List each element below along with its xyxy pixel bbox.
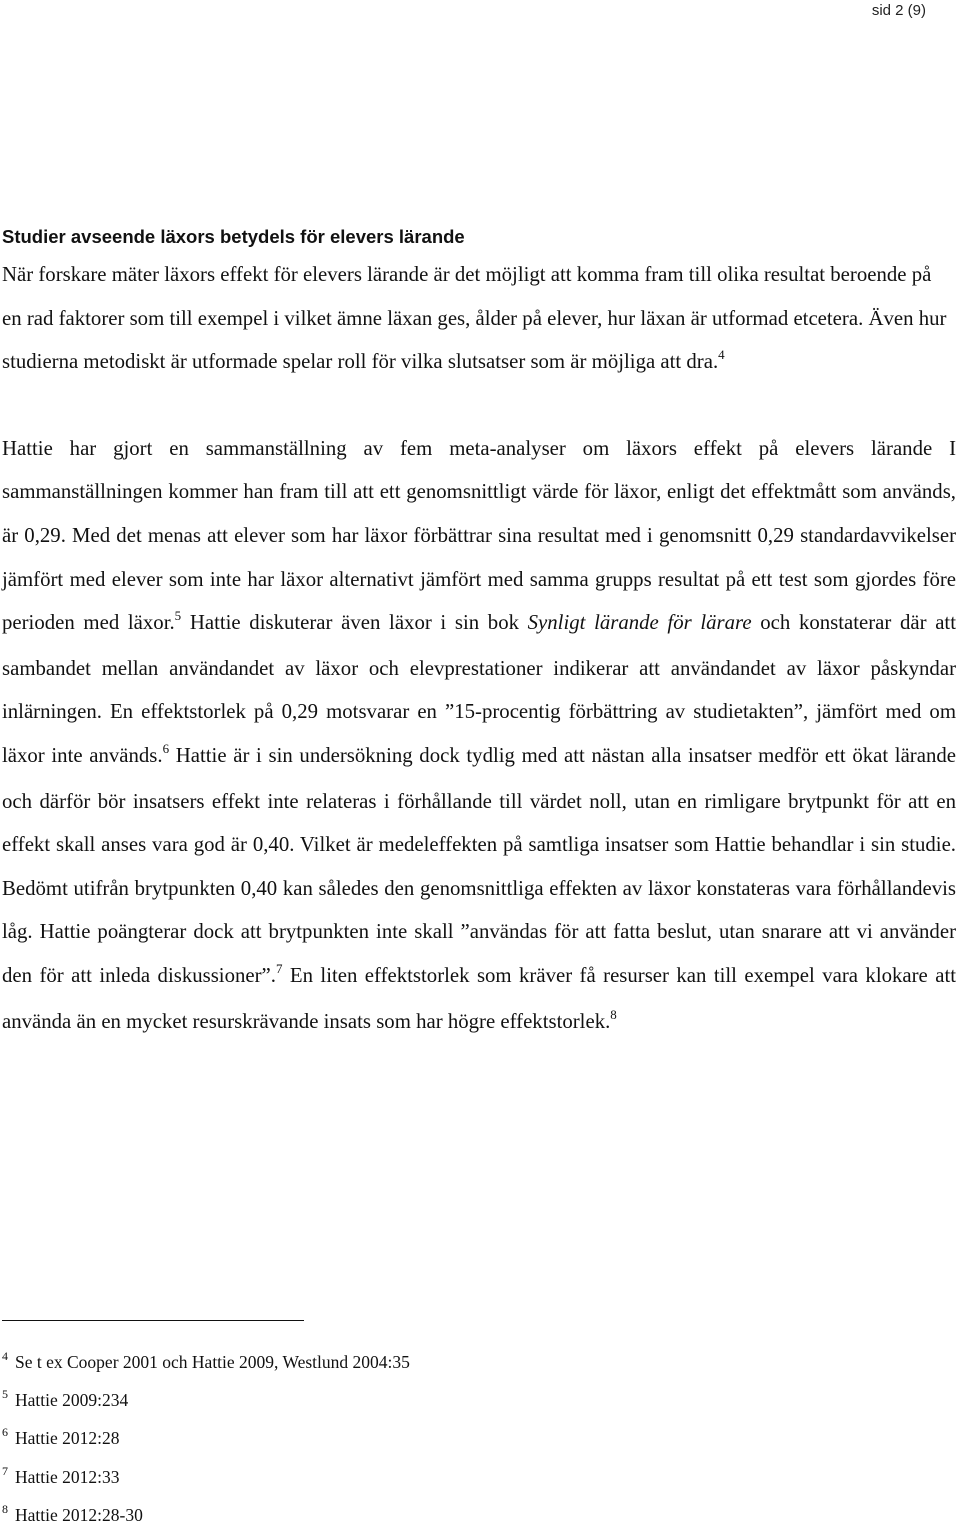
footnote-ref[interactable]: 7 xyxy=(275,960,283,976)
footnote-item xyxy=(2,1420,410,1458)
footnote-number: 4 xyxy=(2,1349,8,1363)
footnote-text: Hattie 2012:28-30 xyxy=(15,1504,143,1525)
footnote-text: Se t ex Cooper 2001 och Hattie 2009, Westlund 2004:35 xyxy=(15,1352,410,1372)
footnote-ref[interactable]: 6 xyxy=(162,740,170,756)
paragraph-text: Hattie diskuterar även läxor i sin bok xyxy=(181,611,528,635)
section-heading: Studier avseende läxors betydels för elevers lärande xyxy=(2,226,465,247)
book-title: Synligt lärande för lärare xyxy=(527,611,752,635)
document-body xyxy=(2,222,956,1045)
footnotes xyxy=(2,1344,410,1535)
paragraph-text: Hattie är i sin undersökning dock tydlig med att nästan alla insatser medför ett ökat lärande och därför bör insatsers effekt inte relateras i förhållande till värdet noll, utan en rimligare brytpunkt för att en effekt skall anses vara god är 0,40. Vilket är medeleffekten på samtliga insatser som Hattie behandlar i sin studie. Bedömt utifrån brytpunkten 0,40 kan således den genomsnittliga effekten av läxor konstateras vara förhållandevis låg. Hattie poängterar dock att brytpunkten inte skall ”användas för att fatta beslut, utan snarare att vi använder den för att inleda diskussioner”. xyxy=(2,743,956,987)
paragraph-intro xyxy=(2,253,956,386)
footnote-number: 7 xyxy=(2,1463,8,1478)
paragraph-hattie xyxy=(2,427,956,1045)
footnote-text: Hattie 2012:28 xyxy=(15,1428,120,1449)
footnote-number: 6 xyxy=(2,1425,8,1440)
footnote-item xyxy=(2,1344,410,1382)
footnote-ref[interactable]: 5 xyxy=(174,608,182,624)
footnote-text: Hattie 2009:234 xyxy=(15,1390,129,1411)
paragraph-text: När forskare mäter läxors effekt för elevers lärande är det möjligt att komma fram till olika resultat beroende på en rad faktorer som till exempel i vilket ämne läxan ges, ålder på elever, hur läxan är utformad etcetera. Även hur studierna metodiskt är utformade spelar roll för vilka slutsatser som är möjliga att dra. xyxy=(2,263,947,374)
paragraph-text: En liten effektstorlek som kräver få resurser kan till exempel vara klokare att använda än en mycket resurskrävande insats som har högre effektstorlek. xyxy=(2,963,956,1033)
footnote-number: 8 xyxy=(2,1501,8,1516)
paragraph-text: och konstaterar där att sambandet mellan användandet av läxor och elevprestationer indikerar att användandet av läxor påskyndar inlärningen. En effektstorlek på 0,29 motsvarar en ”15-procentig förbättring av studietakten”, jämfört med om läxor inte används. xyxy=(2,611,956,767)
footnote-ref[interactable]: 8 xyxy=(610,1006,617,1022)
footnote-ref[interactable]: 4 xyxy=(718,347,725,363)
footnote-item xyxy=(2,1497,410,1535)
footnote-text: Hattie 2012:33 xyxy=(15,1466,120,1487)
page-number: sid 2 (9) xyxy=(871,2,926,19)
footnote-item xyxy=(2,1459,410,1497)
footnote-separator xyxy=(2,1320,304,1321)
footnote-number: 5 xyxy=(2,1387,8,1402)
paragraph-text: Hattie har gjort en sammanställning av fem meta-analyser om läxors effekt på elevers lärande I sammanställningen kommer han fram till att ett genomsnittligt värde för läxor, enligt det effektmått som används, är 0,29. Med det menas att elever som har läxor förbättrar sina resultat med i genomsnitt 0,29 standardavvikelser jämfört med elever som inte har läxor alternativt jämfört med samma grupps resultat på ett test som gjordes före perioden med läxor. xyxy=(2,436,956,635)
footnote-item xyxy=(2,1382,410,1420)
